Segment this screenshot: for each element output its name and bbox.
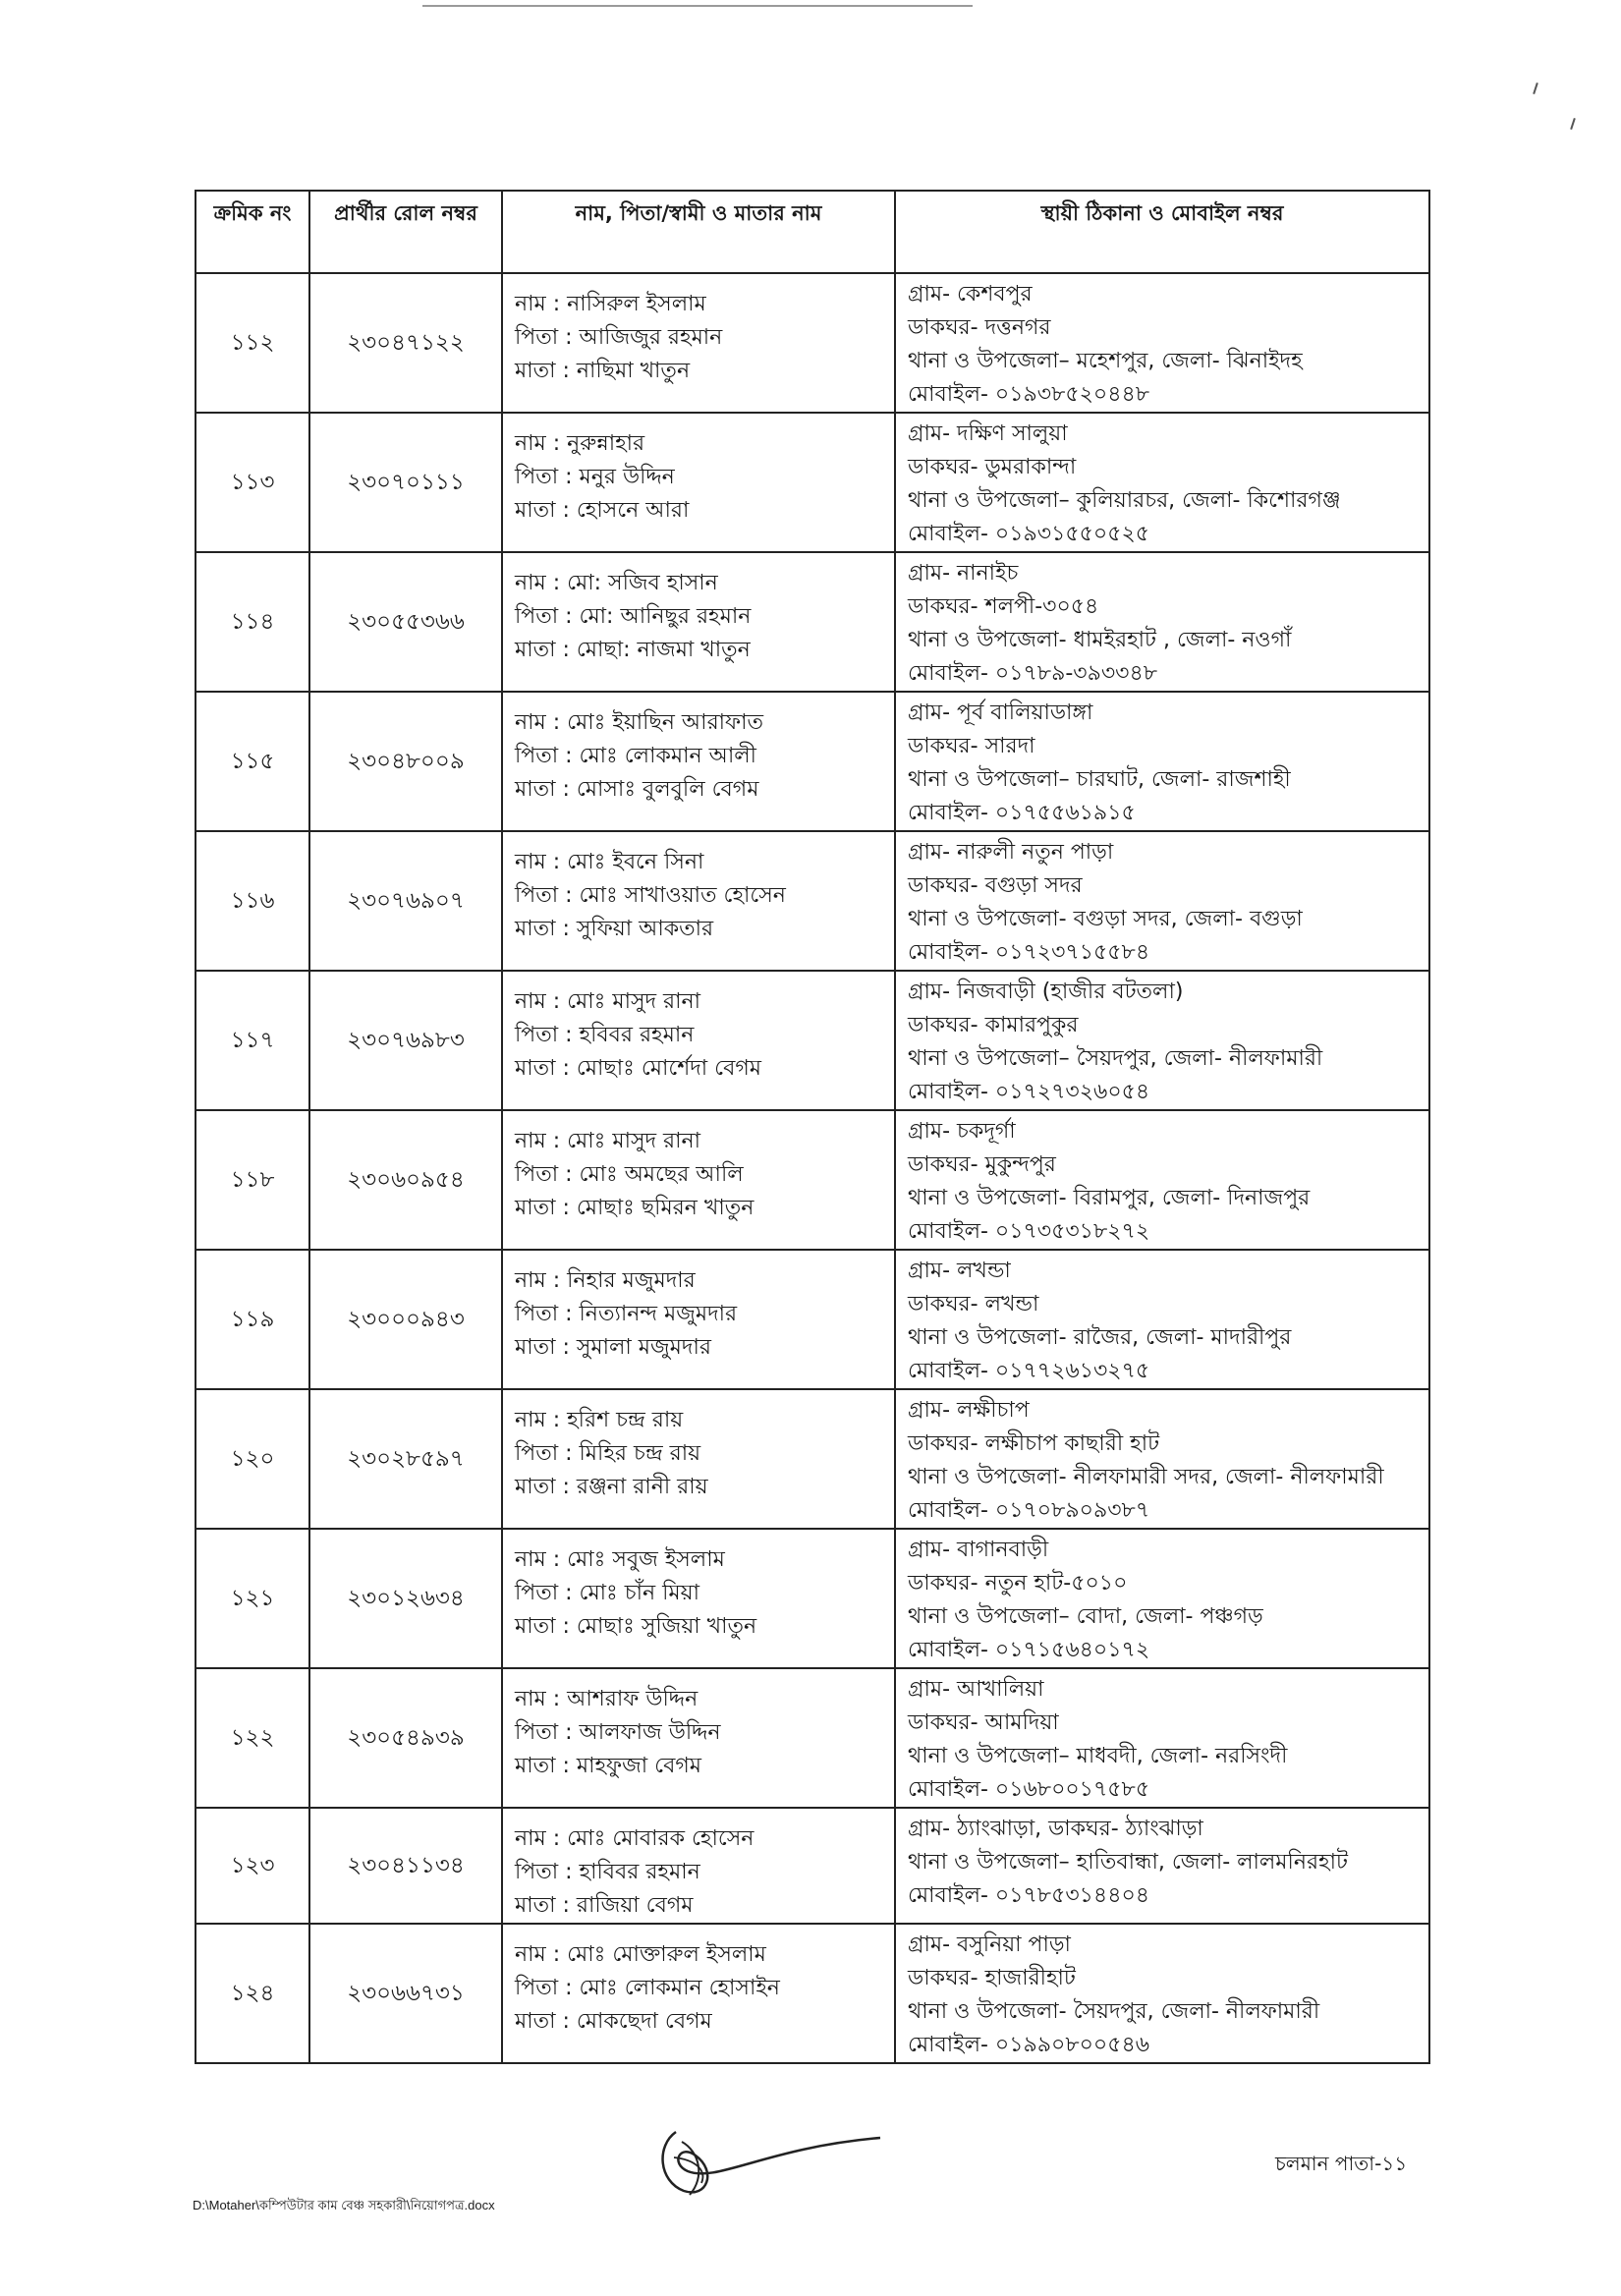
serial-number: ১১২: [196, 273, 309, 413]
address-line: মোবাইল- ০১৯৩৮৫২০৪৪৮: [908, 382, 1150, 407]
serial-number: ১২৩: [196, 1808, 309, 1924]
address-line: মোবাইল- ০১৭৮৯-৩৯৩৩৪৮: [908, 661, 1158, 686]
header-serial: ক্রমিক নং: [196, 191, 309, 273]
name-line: নাম : হরিশ চন্দ্র রায়: [515, 1408, 684, 1432]
address-line: মোবাইল- ০১৯৩১৫৫০৫২৫: [908, 522, 1150, 546]
name-line: পিতা : মোঃ লোকমান আলী: [515, 744, 756, 768]
name-line: নাম : মোঃ মোক্তারুল ইসলাম: [515, 1942, 766, 1967]
name-cell: [502, 1389, 895, 1529]
address-line: মোবাইল- ০১৭২৩৭১৫৫৮৪: [908, 940, 1150, 965]
name-line: পিতা : হবিবর রহমান: [515, 1023, 695, 1047]
table-row: [196, 971, 1429, 1110]
address-line: ডাকঘর- বগুড়া সদর: [908, 873, 1083, 898]
name-line: পিতা : মোঃ লোকমান হোসাইন: [515, 1976, 780, 2000]
serial-number: ১১৬: [196, 831, 309, 971]
address-cell: [895, 1110, 1429, 1250]
name-cell: [502, 273, 895, 413]
name-line: মাতা : হোসনে আরা: [515, 498, 690, 523]
roll-number: ২৩০৬০৯৫৪: [309, 1110, 502, 1250]
table-row: [196, 1668, 1429, 1808]
roll-number: ২৩০৭৬৯৮৩: [309, 971, 502, 1110]
address-line: থানা ও উপজেলা– মাধবদী, জেলা- নরসিংদী: [908, 1744, 1288, 1768]
name-line: নাম : মোঃ ইবনে সিনা: [515, 850, 704, 874]
address-cell: [895, 552, 1429, 692]
address-cell: [895, 831, 1429, 971]
address-line: ডাকঘর- লক্ষীচাপ কাছারী হাট: [908, 1431, 1160, 1456]
name-line: নাম : নাসিরুল ইসলাম: [515, 292, 706, 316]
name-line: মাতা : মোসাঃ বুলবুলি বেগম: [515, 777, 759, 802]
name-line: মাতা : মোছাঃ ছমিরন খাতুন: [515, 1196, 755, 1220]
name-cell: [502, 552, 895, 692]
address-line: গ্রাম- বসুনিয়া পাড়া: [908, 1932, 1071, 1957]
name-cell: [502, 1808, 895, 1924]
page-indicator: চলমান পাতা-১১: [1275, 2152, 1408, 2175]
name-line: পিতা : মোঃ সাখাওয়াত হোসেন: [515, 883, 786, 908]
address-line: ডাকঘর- মুকুন্দপুর: [908, 1152, 1056, 1177]
name-line: মাতা : মোছা: নাজমা খাতুন: [515, 638, 751, 662]
roll-number: ২৩০৪৭১২২: [309, 273, 502, 413]
address-line: গ্রাম- চকদূর্গা: [908, 1119, 1016, 1144]
address-line: গ্রাম- নারুলী নতুন পাড়া: [908, 840, 1114, 865]
name-line: মাতা : মোছাঃ মোর্শেদা বেগম: [515, 1056, 761, 1081]
table-row: [196, 831, 1429, 971]
file-path: D:\Motaher\কম্পিউটার কাম বেঞ্চ সহকারী\নিয়োগপত্র.docx: [193, 2198, 495, 2212]
roll-number: ২৩০৭০১১১: [309, 413, 502, 552]
roll-number: ২৩০৫৪৯৩৯: [309, 1668, 502, 1808]
table-row: [196, 1110, 1429, 1250]
address-line: থানা ও উপজেলা- বগুড়া সদর, জেলা- বগুড়া: [908, 907, 1303, 931]
address-line: মোবাইল- ০১৭৫৫৬১৯১৫: [908, 801, 1136, 825]
name-line: মাতা : মোকছেদা বেগম: [515, 2009, 712, 2034]
margin-tick-mark: [1570, 118, 1576, 130]
address-line: থানা ও উপজেলা– মহেশপুর, জেলা- ঝিনাইদহ: [908, 349, 1303, 373]
roll-number: ২৩০৬৬৭৩১: [309, 1924, 502, 2063]
roll-number: ২৩০১২৬৩৪: [309, 1529, 502, 1668]
address-cell: [895, 692, 1429, 831]
name-cell: [502, 692, 895, 831]
table-row: [196, 1250, 1429, 1389]
address-line: থানা ও উপজেলা– কুলিয়ারচর, জেলা- কিশোরগঞ্জ: [908, 488, 1341, 513]
header-address: স্থায়ী ঠিকানা ও মোবাইল নম্বর: [895, 191, 1429, 273]
address-line: গ্রাম- কেশবপুর: [908, 282, 1033, 307]
name-line: পিতা : মনুর উদ্দিন: [515, 465, 675, 489]
name-line: মাতা : রাজিয়া বেগম: [515, 1893, 694, 1918]
margin-tick-mark: [1533, 83, 1538, 94]
roll-number: ২৩০০০৯৪৩: [309, 1250, 502, 1389]
name-line: পিতা : মোঃ অমছের আলি: [515, 1162, 744, 1187]
table-row: [196, 1389, 1429, 1529]
name-line: নাম : মো: সজিব হাসান: [515, 571, 718, 595]
name-line: পিতা : হাবিবর রহমান: [515, 1860, 700, 1884]
serial-number: ১১৫: [196, 692, 309, 831]
address-line: গ্রাম- নিজবাড়ী (হাজীর বটতলা): [908, 980, 1184, 1004]
address-line: মোবাইল- ০১৭১৫৬৪০১৭২: [908, 1638, 1150, 1662]
roll-number: ২৩০৫৫৩৬৬: [309, 552, 502, 692]
address-line: মোবাইল- ০১৭৭২৬১৩২৭৫: [908, 1359, 1150, 1383]
address-cell: [895, 413, 1429, 552]
header-roll: প্রার্থীর রোল নম্বর: [309, 191, 502, 273]
address-line: থানা ও উপজেলা– সৈয়দপুর, জেলা- নীলফামারী: [908, 1046, 1323, 1071]
table-row: [196, 692, 1429, 831]
name-line: নাম : মোঃ ইয়াছিন আরাফাত: [515, 710, 764, 735]
address-line: থানা ও উপজেলা- রাজৈর, জেলা- মাদারীপুর: [908, 1325, 1292, 1350]
name-line: পিতা : আলফাজ উদ্দিন: [515, 1720, 721, 1745]
signature: [648, 2112, 884, 2214]
name-line: মাতা : সুমালা মজুমদার: [515, 1335, 711, 1360]
name-cell: [502, 1529, 895, 1668]
table-row: [196, 1529, 1429, 1668]
address-cell: [895, 1808, 1429, 1924]
table-row: [196, 552, 1429, 692]
serial-number: ১১৯: [196, 1250, 309, 1389]
name-line: মাতা : সুফিয়া আকতার: [515, 917, 714, 941]
serial-number: ১১৩: [196, 413, 309, 552]
address-line: থানা ও উপজেলা– চারঘাট, জেলা- রাজশাহী: [908, 767, 1291, 792]
address-line: মোবাইল- ০১৯৯০৮০০৫৪৬: [908, 2033, 1150, 2057]
name-cell: [502, 1668, 895, 1808]
table-row: [196, 413, 1429, 552]
name-line: পিতা : মোঃ চাঁন মিয়া: [515, 1581, 699, 1605]
address-line: গ্রাম- নানাইচ: [908, 561, 1019, 586]
address-line: গ্রাম- দক্ষিণ সালুয়া: [908, 421, 1068, 446]
address-line: গ্রাম- লক্ষীচাপ: [908, 1398, 1030, 1423]
address-line: থানা ও উপজেলা- সৈয়দপুর, জেলা- নীলফামারী: [908, 1999, 1320, 2024]
name-line: পিতা : আজিজুর রহমান: [515, 325, 723, 350]
address-cell: [895, 1250, 1429, 1389]
address-cell: [895, 1529, 1429, 1668]
address-line: ডাকঘর- আমদিয়া: [908, 1710, 1059, 1735]
address-line: গ্রাম- পূর্ব বালিয়াডাঙ্গা: [908, 700, 1093, 725]
address-line: মোবাইল- ০১৭২৭৩২৬০৫৪: [908, 1080, 1150, 1104]
table-row: [196, 1924, 1429, 2063]
name-cell: [502, 1250, 895, 1389]
serial-number: ১১৪: [196, 552, 309, 692]
address-line: গ্রাম- আখালিয়া: [908, 1677, 1044, 1702]
name-line: মাতা : মোছাঃ সুজিয়া খাতুন: [515, 1614, 757, 1639]
serial-number: ১২৪: [196, 1924, 309, 2063]
address-line: ডাকঘর- ডুমরাকান্দা: [908, 455, 1077, 479]
name-line: নাম : মোঃ মোবারক হোসেন: [515, 1826, 755, 1851]
serial-number: ১২১: [196, 1529, 309, 1668]
table-body: [196, 273, 1429, 2063]
address-line: গ্রাম- ঠ্যাংঝাড়া, ডাকঘর- ঠ্যাংঝাড়া: [908, 1817, 1203, 1841]
address-line: গ্রাম- লখন্ডা: [908, 1259, 1011, 1283]
name-cell: [502, 971, 895, 1110]
address-line: থানা ও উপজেলা– হাতিবান্ধা, জেলা- লালমনিরহাট: [908, 1850, 1348, 1875]
address-line: মোবাইল- ০১৭০৮৯০৯৩৮৭: [908, 1498, 1150, 1523]
address-line: গ্রাম- বাগানবাড়ী: [908, 1538, 1049, 1562]
name-line: পিতা : নিত্যানন্দ মজুমদার: [515, 1302, 738, 1326]
address-line: ডাকঘর- দত্তনগর: [908, 315, 1051, 340]
address-line: ডাকঘর- সারদা: [908, 734, 1035, 758]
serial-number: ১১৮: [196, 1110, 309, 1250]
address-cell: [895, 1924, 1429, 2063]
name-line: পিতা : মিহির চন্দ্র রায়: [515, 1441, 701, 1466]
serial-number: ১১৭: [196, 971, 309, 1110]
table-header: [196, 191, 1429, 273]
name-line: নাম : মোঃ মাসুদ রানা: [515, 989, 701, 1014]
address-line: মোবাইল- ০১৬৮০০১৭৫৮৫: [908, 1777, 1150, 1802]
roll-number: ২৩০৪১১৩৪: [309, 1808, 502, 1924]
address-line: ডাকঘর- কামারপুকুর: [908, 1013, 1079, 1037]
name-cell: [502, 1924, 895, 2063]
name-line: নাম : মোঃ সবুজ ইসলাম: [515, 1547, 725, 1572]
address-cell: [895, 1389, 1429, 1529]
address-line: থানা ও উপজেলা- বিরামপুর, জেলা- দিনাজপুর: [908, 1186, 1311, 1210]
roll-number: ২৩০৪৮০০৯: [309, 692, 502, 831]
name-line: নাম : নুরুন্নাহার: [515, 431, 645, 456]
name-cell: [502, 413, 895, 552]
name-line: নাম : আশরাফ উদ্দিন: [515, 1687, 699, 1711]
address-line: ডাকঘর- শলপী-৩০৫৪: [908, 594, 1099, 619]
name-line: মাতা : রঞ্জনা রানী রায়: [515, 1475, 708, 1499]
candidate-table: [195, 190, 1430, 2064]
name-line: মাতা : নাছিমা খাতুন: [515, 359, 691, 383]
serial-number: ১২০: [196, 1389, 309, 1529]
name-line: মাতা : মাহফুজা বেগম: [515, 1754, 701, 1778]
table-row: [196, 273, 1429, 413]
table-row: [196, 1808, 1429, 1924]
address-line: থানা ও উপজেলা– বোদা, জেলা- পঞ্চগড়: [908, 1604, 1263, 1629]
address-cell: [895, 273, 1429, 413]
address-line: মোবাইল- ০১৭৩৫৩১৮২৭২: [908, 1219, 1150, 1244]
name-cell: [502, 1110, 895, 1250]
address-line: ডাকঘর- নতুন হাট-৫০১০: [908, 1571, 1128, 1596]
roll-number: ২৩০৭৬৯০৭: [309, 831, 502, 971]
address-line: ডাকঘর- হাজারীহাট: [908, 1966, 1076, 1990]
name-line: পিতা : মো: আনিছুর রহমান: [515, 604, 752, 629]
address-line: ডাকঘর- লখন্ডা: [908, 1292, 1039, 1316]
roll-number: ২৩০২৮৫৯৭: [309, 1389, 502, 1529]
address-line: থানা ও উপজেলা- নীলফামারী সদর, জেলা- নীলফামারী: [908, 1465, 1384, 1489]
header-name: নাম, পিতা/স্বামী ও মাতার নাম: [502, 191, 895, 273]
name-line: নাম : নিহার মজুমদার: [515, 1268, 696, 1293]
address-cell: [895, 971, 1429, 1110]
address-line: থানা ও উপজেলা- ধামইরহাট , জেলা- নওগাঁ: [908, 628, 1292, 652]
top-edge-mark: [422, 0, 973, 7]
address-line: মোবাইল- ০১৭৮৫৩১৪৪০৪: [908, 1883, 1150, 1908]
name-line: নাম : মোঃ মাসুদ রানা: [515, 1129, 701, 1153]
name-cell: [502, 831, 895, 971]
address-cell: [895, 1668, 1429, 1808]
serial-number: ১২২: [196, 1668, 309, 1808]
